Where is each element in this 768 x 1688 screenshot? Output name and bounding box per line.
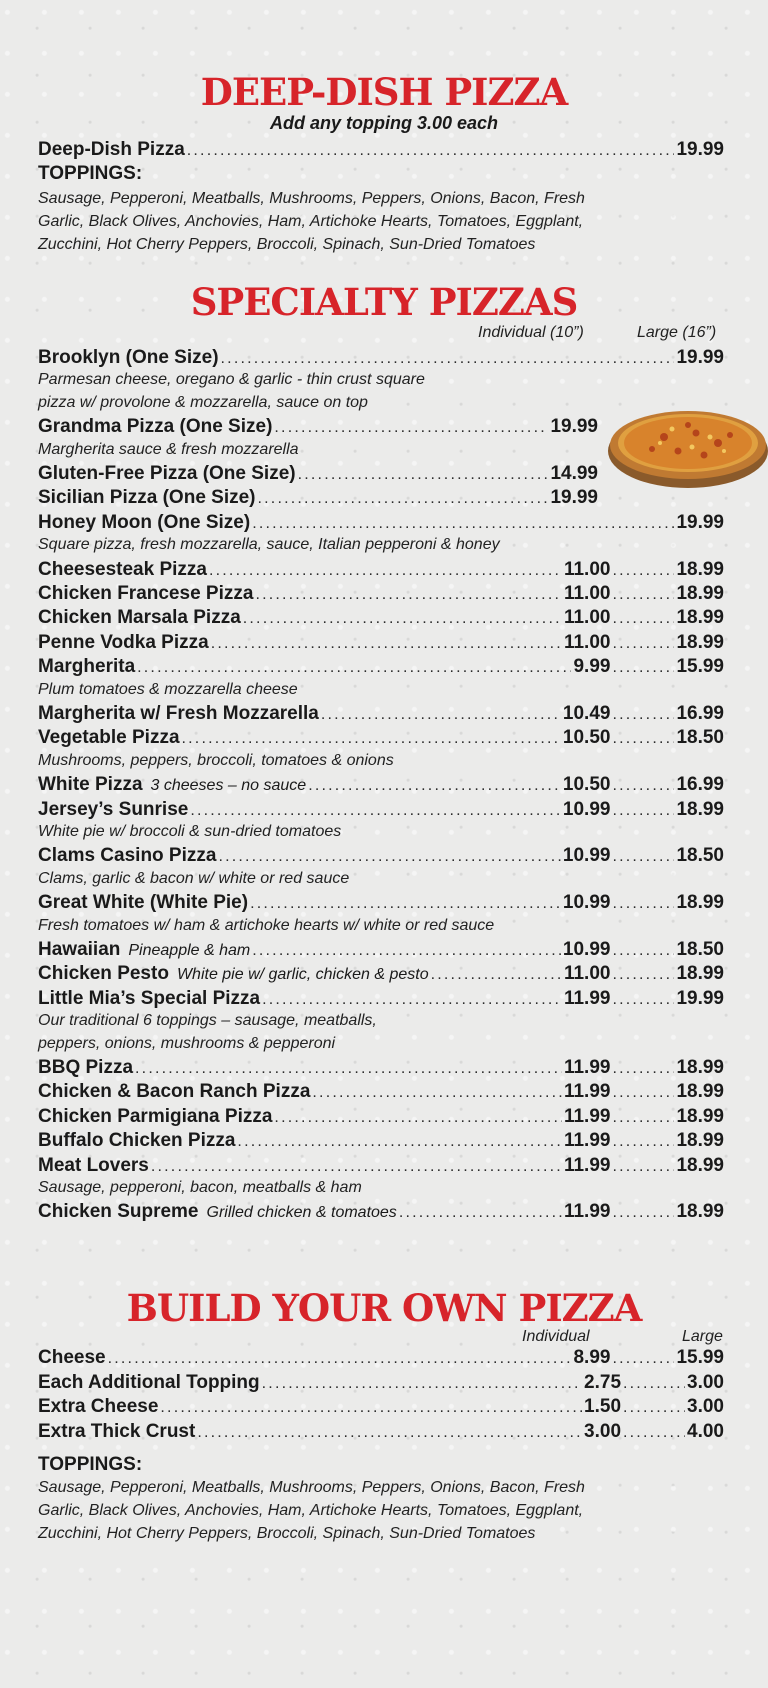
item-name: Chicken Pesto [38, 963, 169, 985]
item-note: Pineapple & ham [128, 942, 251, 959]
price-large: 18.99 [676, 583, 724, 604]
item-name: BBQ Pizza [38, 1057, 134, 1078]
toppings-line: Sausage, Pepperoni, Meatballs, Mushrooms, Peppers, Onions, Bacon, Fresh [38, 1479, 585, 1496]
column-header-individual: Individual [522, 1328, 590, 1345]
item-name: Jersey’s Sunrise [38, 798, 189, 820]
dot-leader [399, 1201, 562, 1225]
item-name: Sicilian Pizza (One Size) [38, 487, 256, 509]
menu-item-row [38, 1395, 724, 1419]
dot-leader [108, 1347, 572, 1371]
menu-item-row [38, 773, 724, 797]
menu-item-row [38, 1371, 724, 1395]
price-individual: 10.99 [562, 939, 611, 960]
item-name: Cheese [38, 1347, 106, 1368]
item-name: Margherita [38, 656, 136, 678]
toppings-line: Garlic, Black Olives, Anchovies, Ham, Artichoke Hearts, Tomatoes, Eggplant, [38, 1502, 584, 1519]
menu-item-row [38, 1056, 724, 1080]
price-large: 16.99 [676, 703, 724, 724]
toppings-line: Zucchini, Hot Cherry Peppers, Broccoli, Spinach, Sun-Dried Tomatoes [38, 236, 536, 253]
price-large: 18.99 [676, 798, 724, 820]
toppings-line: Sausage, Pepperoni, Meatballs, Mushrooms, Peppers, Onions, Bacon, Fresh [38, 190, 585, 207]
price-large: 18.99 [676, 607, 724, 629]
dot-leader [612, 1081, 674, 1105]
price-large: 15.99 [676, 656, 724, 678]
price-large: 16.99 [676, 774, 724, 796]
build-own-title: BUILD YOUR OWN PIZZA [126, 1286, 642, 1330]
dot-leader [612, 1347, 674, 1371]
dot-leader [243, 607, 562, 631]
item-description: Parmesan cheese, oregano & garlic - thin crust square [38, 371, 425, 389]
menu-item-row [38, 702, 724, 726]
price-individual: 3.00 [584, 1420, 622, 1442]
item-description: Margherita sauce & fresh mozzarella [38, 440, 299, 458]
dot-leader [612, 607, 674, 631]
toppings-line: Zucchini, Hot Cherry Peppers, Broccoli, Spinach, Sun-Dried Tomatoes [38, 1525, 536, 1542]
deep-dish-subtitle: Add any topping 3.00 each [269, 113, 499, 133]
item-name: Buffalo Chicken Pizza [38, 1130, 236, 1152]
dot-leader [612, 799, 674, 823]
price-individual: 8.99 [573, 1347, 611, 1368]
price-large: 18.99 [676, 892, 724, 914]
item-name: Chicken Francese Pizza [38, 583, 254, 604]
menu-item-row [38, 987, 724, 1011]
dot-leader [312, 1081, 562, 1105]
dot-leader [623, 1396, 685, 1420]
menu-item-row [38, 891, 724, 915]
item-name: Extra Thick Crust [38, 1420, 196, 1442]
price-large: 3.00 [687, 1396, 724, 1417]
item-name: Chicken Marsala Pizza [38, 607, 241, 629]
price-individual: 11.99 [563, 1057, 611, 1078]
item-name: Gluten-Free Pizza (One Size) [38, 463, 296, 484]
menu-item-row [38, 606, 724, 630]
price-large: 4.00 [687, 1420, 724, 1442]
item-price: 19.99 [550, 416, 598, 438]
price-individual: 11.99 [563, 1201, 611, 1223]
price-individual: 11.99 [563, 987, 611, 1009]
dot-leader [623, 1421, 685, 1445]
price-large: 19.99 [676, 987, 724, 1009]
dot-leader [612, 727, 674, 751]
item-name: Margherita w/ Fresh Mozzarella [38, 703, 319, 724]
price-large: 18.99 [676, 1130, 724, 1152]
item-description: peppers, onions, mushrooms & pepperoni [38, 1034, 336, 1052]
dot-leader [612, 1106, 674, 1130]
dot-leader [262, 1372, 582, 1396]
price-individual: 10.99 [562, 845, 611, 867]
menu-item-row [38, 486, 598, 510]
item-description: White pie w/ broccoli & sun-dried tomatoes [38, 823, 342, 840]
dot-leader [135, 1057, 562, 1081]
menu-item-row [38, 346, 724, 370]
price-large: 15.99 [676, 1347, 724, 1368]
dot-leader [218, 845, 560, 869]
item-description: Our traditional 6 toppings – sausage, meatballs, [38, 1012, 377, 1030]
menu-item-row [38, 962, 724, 986]
column-header-individual: Individual (10”) [478, 324, 584, 341]
price-individual: 2.75 [584, 1371, 622, 1393]
price-individual: 11.99 [563, 1105, 611, 1127]
item-name: Meat Lovers [38, 1154, 149, 1176]
item-description: Mushrooms, peppers, broccoli, tomatoes & onions [38, 751, 394, 769]
price-individual: 10.99 [562, 892, 611, 914]
dot-leader [431, 963, 562, 987]
dot-leader [190, 799, 561, 823]
item-name: Great White (White Pie) [38, 892, 249, 914]
dot-leader [612, 774, 674, 798]
menu-item-row [38, 726, 724, 750]
price-large: 3.00 [687, 1371, 724, 1393]
dot-leader [612, 1057, 674, 1081]
dot-leader [612, 1155, 674, 1179]
menu-item-row [38, 1154, 724, 1178]
price-individual: 11.99 [563, 1130, 611, 1152]
menu-item-row [38, 511, 724, 535]
price-large: 18.99 [676, 558, 724, 580]
menu-item-row [38, 1200, 724, 1224]
menu-item-row [38, 655, 724, 679]
column-header-large: Large [682, 1328, 723, 1345]
dot-leader [308, 774, 561, 798]
menu-item-row [38, 631, 724, 655]
menu-item-row [38, 462, 598, 486]
dot-leader [612, 988, 674, 1012]
item-name: Clams Casino Pizza [38, 845, 217, 867]
item-price: 19.99 [676, 139, 724, 160]
menu-item-deep-dish [38, 138, 724, 162]
menu-item-row [38, 1420, 724, 1444]
dot-leader [274, 1106, 562, 1130]
menu-item-row [38, 1129, 724, 1153]
dot-leader [197, 1421, 582, 1445]
item-name: Cheesesteak Pizza [38, 558, 207, 580]
item-name: Vegetable Pizza [38, 727, 180, 749]
menu-item-row [38, 938, 724, 962]
menu-item-row [38, 415, 598, 439]
dot-leader [221, 347, 675, 371]
dot-leader [209, 559, 562, 583]
dot-leader [252, 512, 674, 536]
price-individual: 11.00 [563, 607, 611, 629]
menu-item-row [38, 1105, 724, 1129]
item-name: Chicken Parmigiana Pizza [38, 1105, 273, 1127]
price-individual: 11.99 [563, 1154, 611, 1176]
dot-leader [321, 703, 561, 727]
price-individual: 10.50 [562, 774, 611, 796]
price-large: 18.50 [676, 727, 724, 749]
dot-leader [151, 1155, 562, 1179]
item-note: White pie w/ garlic, chicken & pesto [176, 966, 429, 984]
item-name: Hawaiian [38, 939, 121, 960]
dot-leader [258, 487, 549, 511]
item-description: Clams, garlic & bacon w/ white or red sauce [38, 869, 350, 887]
price-individual: 10.99 [562, 798, 611, 820]
item-name: Each Additional Topping [38, 1371, 260, 1393]
dot-leader [612, 939, 674, 963]
price-individual: 11.00 [563, 963, 611, 985]
price-individual: 10.49 [562, 703, 611, 724]
item-price: 19.99 [676, 511, 724, 533]
dot-leader [612, 1130, 674, 1154]
item-name: Brooklyn (One Size) [38, 347, 219, 368]
price-individual: 11.99 [563, 1081, 611, 1103]
item-description: pizza w/ provolone & mozzarella, sauce on top [38, 393, 368, 411]
dot-leader [274, 416, 548, 440]
dot-leader [182, 727, 561, 751]
dot-leader [612, 559, 674, 583]
menu-item-row [38, 1080, 724, 1104]
item-description: Sausage, pepperoni, bacon, meatballs & ham [38, 1179, 362, 1196]
price-individual: 10.50 [562, 727, 611, 749]
price-large: 18.99 [676, 1105, 724, 1127]
item-name: Penne Vodka Pizza [38, 631, 209, 653]
menu-item-row [38, 798, 724, 822]
dot-leader [612, 963, 674, 987]
dot-leader [612, 632, 674, 656]
item-name: Little Mia’s Special Pizza [38, 987, 261, 1009]
price-large: 18.50 [676, 845, 724, 867]
item-note: 3 cheeses – no sauce [150, 777, 307, 795]
item-description: Square pizza, fresh mozzarella, sauce, Italian pepperoni & honey [38, 536, 500, 554]
price-large: 18.99 [676, 1201, 724, 1223]
price-individual: 11.00 [563, 631, 611, 653]
price-large: 18.50 [676, 939, 724, 960]
column-header-large: Large (16”) [637, 324, 717, 341]
toppings-label: TOPPINGS: [38, 1454, 143, 1475]
item-price: 19.99 [676, 347, 724, 368]
dot-leader [250, 892, 561, 916]
dot-leader [160, 1396, 582, 1420]
item-note: Grilled chicken & tomatoes [206, 1204, 397, 1222]
price-large: 18.99 [676, 1154, 724, 1176]
deep-dish-title: DEEP-DISH PIZZA [200, 70, 568, 114]
menu-item-row [38, 558, 724, 582]
dot-leader [612, 845, 674, 869]
price-large: 18.99 [676, 963, 724, 985]
menu-item-row [38, 844, 724, 868]
price-individual: 11.00 [563, 583, 611, 604]
pizza-photo [604, 403, 768, 491]
toppings-line: Garlic, Black Olives, Anchovies, Ham, Artichoke Hearts, Tomatoes, Eggplant, [38, 213, 584, 230]
dot-leader [612, 703, 674, 727]
menu-item-row [38, 582, 724, 606]
dot-leader [211, 632, 562, 656]
item-description: Fresh tomatoes w/ ham & artichoke hearts w/ white or red sauce [38, 916, 495, 934]
dot-leader [612, 656, 674, 680]
dot-leader [237, 1130, 562, 1154]
price-individual: 1.50 [584, 1396, 622, 1417]
dot-leader [623, 1372, 685, 1396]
item-name: Honey Moon (One Size) [38, 511, 251, 533]
price-large: 18.99 [676, 631, 724, 653]
dot-leader [612, 892, 674, 916]
dot-leader [255, 583, 562, 607]
dot-leader [612, 583, 674, 607]
item-name: Chicken & Bacon Ranch Pizza [38, 1081, 311, 1103]
dot-leader [262, 988, 562, 1012]
item-price: 19.99 [550, 487, 598, 509]
item-name: Chicken Supreme [38, 1201, 199, 1223]
price-large: 18.99 [676, 1057, 724, 1078]
toppings-label: TOPPINGS: [38, 163, 143, 184]
item-name: Deep-Dish Pizza [38, 139, 185, 160]
menu-item-row [38, 1346, 724, 1370]
item-name: Extra Cheese [38, 1396, 159, 1417]
item-name: White Pizza [38, 774, 143, 796]
item-description: Plum tomatoes & mozzarella cheese [38, 680, 298, 698]
dot-leader [298, 463, 549, 487]
price-large: 18.99 [676, 1081, 724, 1103]
dot-leader [252, 939, 561, 963]
dot-leader [137, 656, 571, 680]
item-price: 14.99 [550, 463, 598, 484]
price-individual: 9.99 [573, 656, 611, 678]
dot-leader [612, 1201, 674, 1225]
specialty-title: SPECIALTY PIZZAS [190, 280, 578, 324]
price-individual: 11.00 [563, 558, 611, 580]
item-name: Grandma Pizza (One Size) [38, 416, 273, 438]
